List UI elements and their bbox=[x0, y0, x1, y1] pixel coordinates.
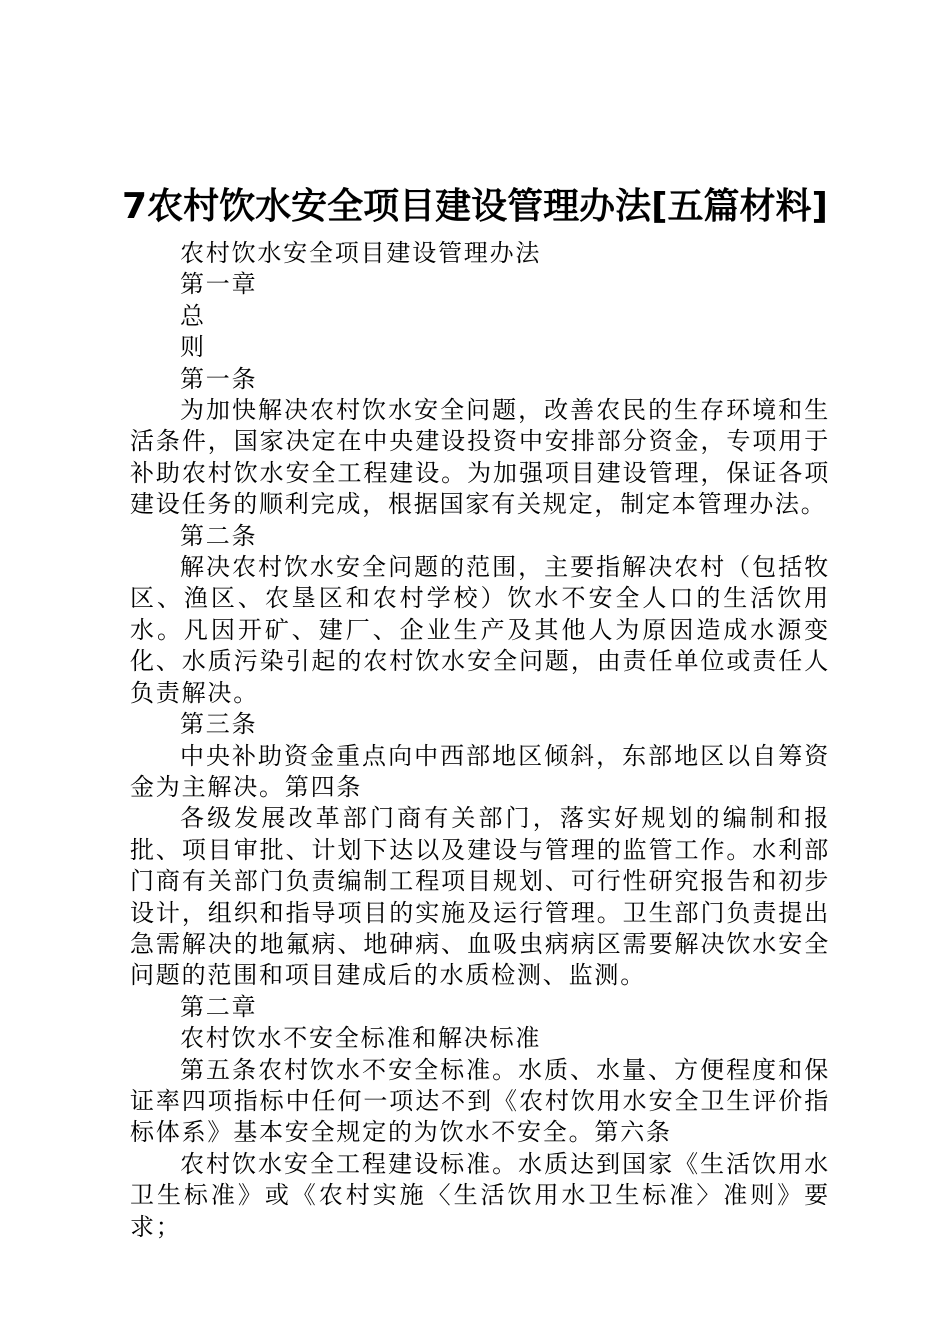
doc-heading: 农村饮水安全项目建设管理办法 bbox=[180, 239, 542, 267]
article-3-label: 第三条 bbox=[180, 710, 258, 739]
chapter-2-label: 第二章 bbox=[180, 992, 258, 1021]
chapter-1-label: 第一章 bbox=[180, 270, 258, 299]
article-1-text: 为加快解决农村饮水安全问题，改善农民的生存环境和生活条件，国家决定在中央建设投资中安排部分资金，专项用于补助农村饮水安全工程建设。为加强项目建设管理，保证各项建设任务的顺利完成，根据国家有关规定，制定本管理办法。 bbox=[130, 396, 830, 519]
chapter-2-title: 农村饮水不安全标准和解决标准 bbox=[180, 1024, 542, 1053]
article-6-text: 农村饮水安全工程建设标准。水质达到国家《生活饮用水卫生标准》或《农村实施〈生活饮用水卫生标准〉准则》要求； bbox=[130, 1149, 830, 1241]
document-body bbox=[130, 238, 830, 1243]
article-2-label: 第二条 bbox=[180, 521, 258, 550]
article-5-text: 第五条农村饮水不安全标准。水质、水量、方便程度和保证率四项指标中任何一项达不到《农村饮用水安全卫生评价指标体系》基本安全规定的为饮水不安全。第六条 bbox=[130, 1055, 830, 1147]
document-title: 7农村饮水安全项目建设管理办法[五篇材料] bbox=[122, 186, 828, 227]
chapter-1-title-part-1: 总 bbox=[180, 301, 206, 330]
article-2-text: 解决农村饮水安全问题的范围，主要指解决农村（包括牧区、渔区、农垦区和农村学校）饮水不安全人口的生活饮用水。凡因开矿、建厂、企业生产及其他人为原因造成水源变化、水质污染引起的农村饮水安全问题，由责任单位或责任人负责解决。 bbox=[130, 553, 830, 707]
article-4-text: 各级发展改革部门商有关部门，落实好规划的编制和报批、项目审批、计划下达以及建设与管理的监管工作。水利部门商有关部门负责编制工程项目规划、可行性研究报告和初步设计，组织和指导项目的实施及运行管理。卫生部门负责提出急需解决的地氟病、地砷病、血吸虫病病区需要解决饮水安全问题的范围和项目建成后的水质检测、监测。 bbox=[130, 804, 830, 990]
article-3-text: 中央补助资金重点向中西部地区倾斜，东部地区以自筹资金为主解决。第四条 bbox=[130, 741, 830, 801]
chapter-1-title-part-2: 则 bbox=[180, 333, 206, 362]
article-1-label: 第一条 bbox=[180, 364, 258, 393]
